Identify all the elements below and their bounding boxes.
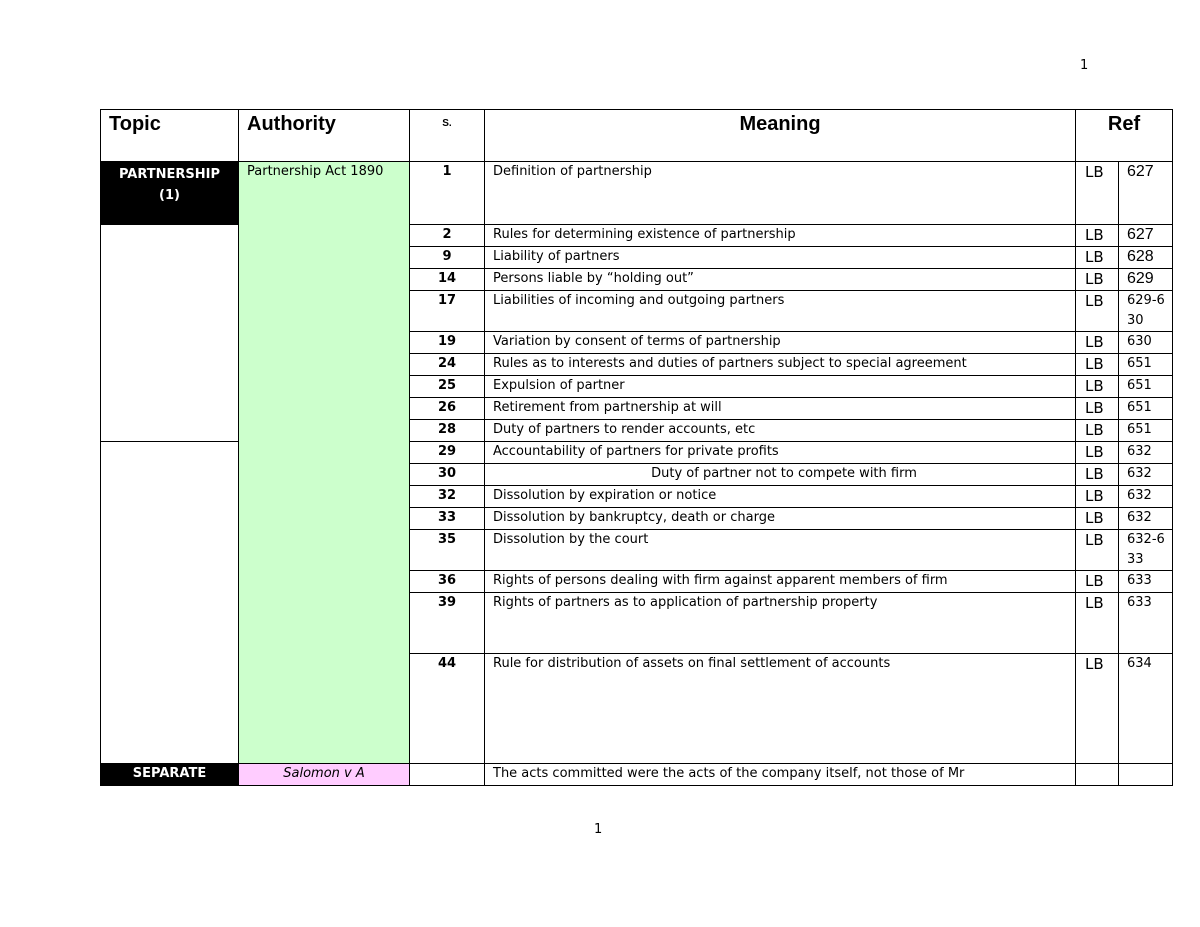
meaning-text: Dissolution by bankruptcy, death or charge bbox=[485, 508, 1076, 530]
ref-page: 651 bbox=[1119, 354, 1173, 376]
meaning-text: Expulsion of partner bbox=[485, 376, 1076, 398]
ref-lb: LB bbox=[1076, 508, 1119, 530]
ref-lb: LB bbox=[1076, 593, 1119, 654]
ref-page: 633 bbox=[1119, 593, 1173, 654]
section-number: 24 bbox=[410, 354, 485, 376]
section-number: 1 bbox=[410, 162, 485, 225]
ref-page bbox=[1119, 764, 1173, 786]
meaning-text: Dissolution by the court bbox=[485, 530, 1076, 571]
meaning-text: The acts committed were the acts of the company itself, not those of Mr bbox=[485, 764, 1076, 786]
meaning-text: Persons liable by “holding out” bbox=[485, 269, 1076, 291]
section-number: 32 bbox=[410, 486, 485, 508]
ref-page: 633 bbox=[1119, 571, 1173, 593]
section-number: 30 bbox=[410, 464, 485, 486]
meaning-text: Definition of partnership bbox=[485, 162, 1076, 225]
section-number: 29 bbox=[410, 442, 485, 464]
meaning-text: Rights of partners as to application of partnership property bbox=[485, 593, 1076, 654]
ref-lb: LB bbox=[1076, 247, 1119, 269]
meaning-text: Rules for determining existence of partnership bbox=[485, 225, 1076, 247]
section-number: 14 bbox=[410, 269, 485, 291]
ref-lb: LB bbox=[1076, 464, 1119, 486]
ref-lb: LB bbox=[1076, 442, 1119, 464]
topic-blank bbox=[101, 442, 239, 764]
section-number: 35 bbox=[410, 530, 485, 571]
header-section: S. bbox=[410, 110, 485, 162]
section-number: 19 bbox=[410, 332, 485, 354]
ref-lb: LB bbox=[1076, 354, 1119, 376]
ref-page: 651 bbox=[1119, 398, 1173, 420]
ref-lb: LB bbox=[1076, 398, 1119, 420]
section-number: 36 bbox=[410, 571, 485, 593]
meaning-text: Accountability of partners for private profits bbox=[485, 442, 1076, 464]
meaning-text: Rule for distribution of assets on final settlement of accounts bbox=[485, 654, 1076, 764]
section-number: 17 bbox=[410, 291, 485, 332]
ref-page: 628 bbox=[1119, 247, 1173, 269]
section-number: 39 bbox=[410, 593, 485, 654]
ref-page: 632 bbox=[1119, 508, 1173, 530]
table-row bbox=[101, 162, 1173, 225]
ref-lb: LB bbox=[1076, 291, 1119, 332]
topic-partnership: PARTNERSHIP (1) bbox=[101, 162, 239, 225]
ref-lb: LB bbox=[1076, 530, 1119, 571]
meaning-text: Variation by consent of terms of partnership bbox=[485, 332, 1076, 354]
reference-table bbox=[100, 109, 1173, 786]
authority-partnership-act: Partnership Act 1890 bbox=[239, 162, 410, 764]
meaning-text: Duty of partners to render accounts, etc bbox=[485, 420, 1076, 442]
page-number-bottom: 1 bbox=[594, 822, 603, 837]
meaning-text: Dissolution by expiration or notice bbox=[485, 486, 1076, 508]
header-authority: Authority bbox=[239, 110, 410, 162]
authority-salomon: Salomon v A bbox=[239, 764, 410, 786]
ref-page: 629 bbox=[1119, 269, 1173, 291]
ref-lb: LB bbox=[1076, 225, 1119, 247]
meaning-text: Retirement from partnership at will bbox=[485, 398, 1076, 420]
section-number bbox=[410, 764, 485, 786]
ref-lb: LB bbox=[1076, 269, 1119, 291]
ref-page: 630 bbox=[1119, 332, 1173, 354]
page-number-top: 1 bbox=[1080, 58, 1089, 73]
meaning-text: Liability of partners bbox=[485, 247, 1076, 269]
header-topic: Topic bbox=[101, 110, 239, 162]
ref-page: 632 bbox=[1119, 486, 1173, 508]
section-number: 2 bbox=[410, 225, 485, 247]
section-number: 25 bbox=[410, 376, 485, 398]
ref-lb: LB bbox=[1076, 420, 1119, 442]
ref-lb: LB bbox=[1076, 571, 1119, 593]
ref-lb: LB bbox=[1076, 332, 1119, 354]
ref-lb: LB bbox=[1076, 654, 1119, 764]
ref-lb: LB bbox=[1076, 486, 1119, 508]
ref-page: 629-630 bbox=[1119, 291, 1173, 332]
section-number: 33 bbox=[410, 508, 485, 530]
ref-page: 632 bbox=[1119, 464, 1173, 486]
ref-page: 627 bbox=[1119, 162, 1173, 225]
meaning-text: Liabilities of incoming and outgoing partners bbox=[485, 291, 1076, 332]
section-number: 26 bbox=[410, 398, 485, 420]
table-row bbox=[101, 764, 1173, 786]
section-number: 44 bbox=[410, 654, 485, 764]
ref-lb: LB bbox=[1076, 162, 1119, 225]
section-number: 28 bbox=[410, 420, 485, 442]
meaning-text: Duty of partner not to compete with firm bbox=[485, 464, 1076, 486]
ref-lb: LB bbox=[1076, 376, 1119, 398]
meaning-text: Rights of persons dealing with firm against apparent members of firm bbox=[485, 571, 1076, 593]
header-row bbox=[101, 110, 1173, 162]
ref-page: 632-633 bbox=[1119, 530, 1173, 571]
header-ref: Ref bbox=[1076, 110, 1173, 162]
topic-separate: SEPARATE bbox=[101, 764, 239, 786]
ref-page: 651 bbox=[1119, 376, 1173, 398]
ref-page: 627 bbox=[1119, 225, 1173, 247]
ref-page: 651 bbox=[1119, 420, 1173, 442]
ref-lb bbox=[1076, 764, 1119, 786]
ref-page: 634 bbox=[1119, 654, 1173, 764]
ref-page: 632 bbox=[1119, 442, 1173, 464]
section-number: 9 bbox=[410, 247, 485, 269]
meaning-text: Rules as to interests and duties of partners subject to special agreement bbox=[485, 354, 1076, 376]
topic-blank bbox=[101, 225, 239, 442]
header-meaning: Meaning bbox=[485, 110, 1076, 162]
